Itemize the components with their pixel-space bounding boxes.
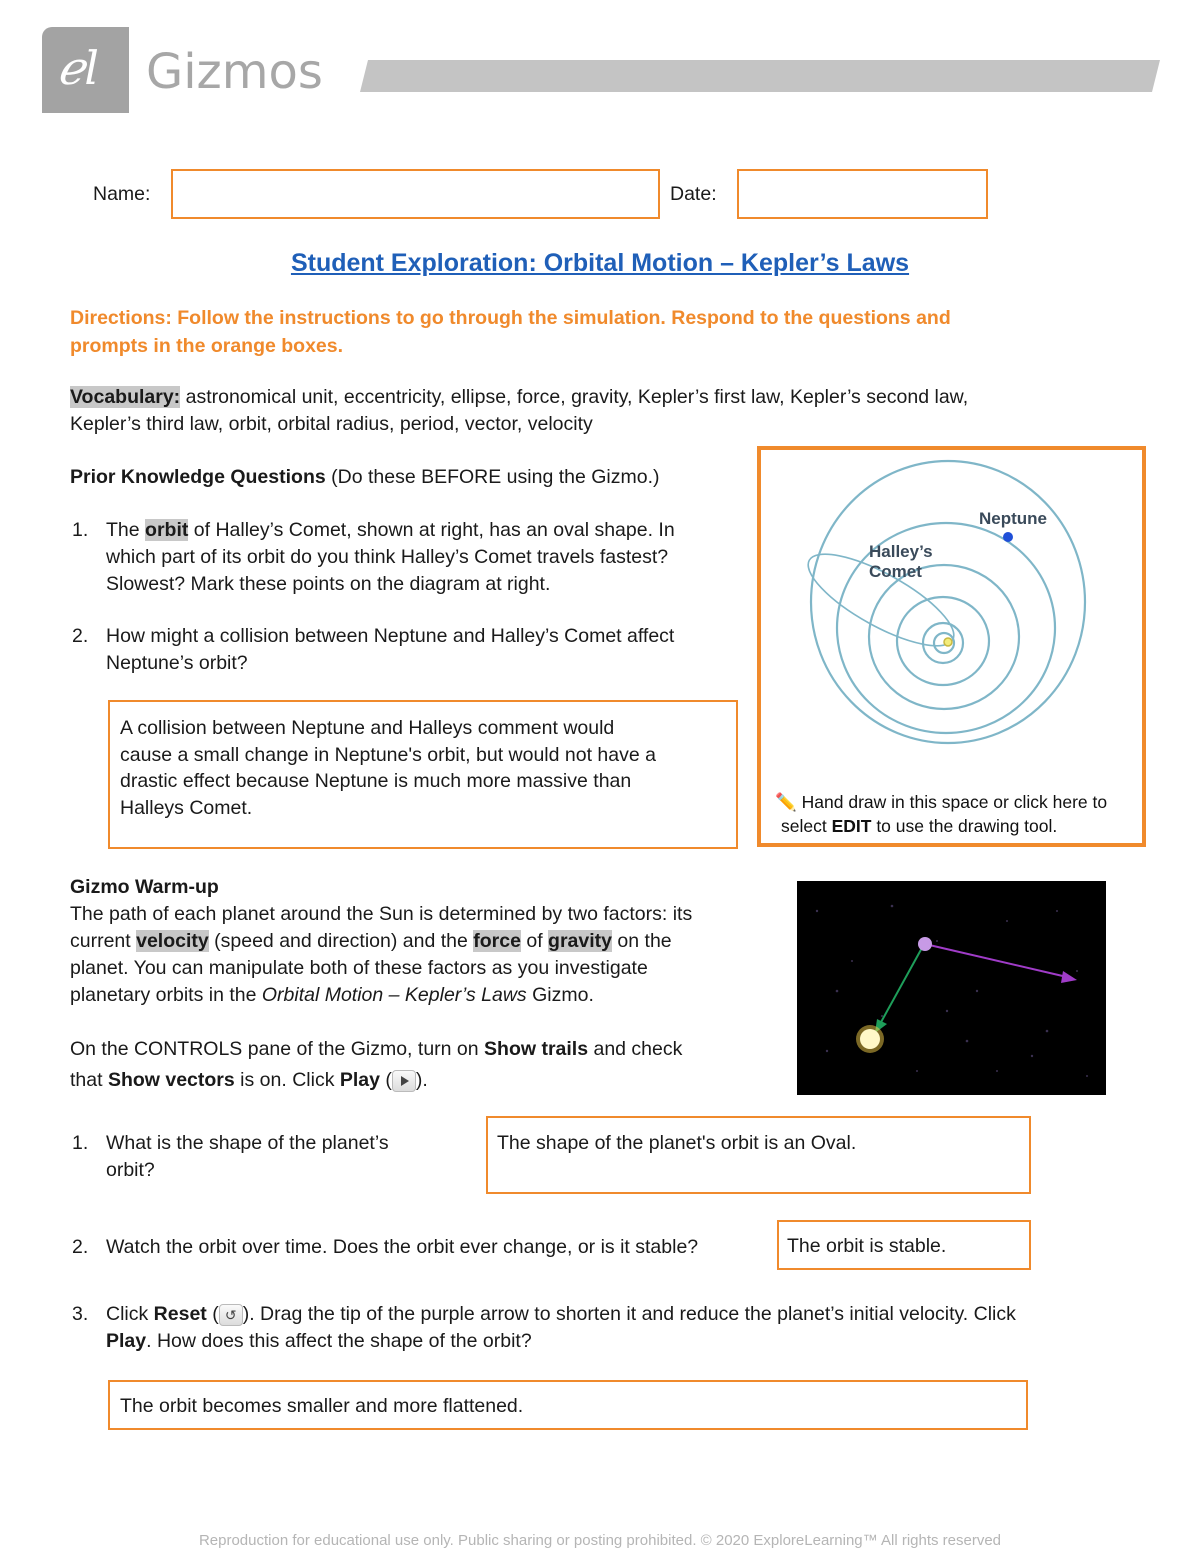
prior-q1-text: [106, 517, 675, 598]
warmup-text: that: [70, 1069, 108, 1091]
play-term: Play: [339, 1069, 380, 1091]
warmup-q2-number: 2.: [72, 1236, 89, 1258]
neptune-label: Neptune: [979, 509, 1047, 528]
page-title-text: Student Exploration: Orbital Motion – Kepler’s Laws: [290, 249, 910, 277]
q1-line-2: orbit?: [106, 1159, 155, 1181]
hint-edit: EDIT: [831, 816, 872, 836]
prior-heading-note: (Do these BEFORE using the Gizmo.): [325, 466, 660, 488]
footer: [0, 1531, 1200, 1551]
prior-knowledge-heading: [70, 464, 660, 491]
prior-q2-answer: [120, 715, 656, 821]
halley-label-2: Comet: [869, 562, 922, 581]
q3-text: . How does this affect the shape of the orbit?: [146, 1330, 532, 1352]
directions: [70, 304, 951, 360]
header: [0, 0, 1200, 120]
logo-glyph: ℯl: [57, 41, 99, 95]
warmup-text: current: [70, 930, 137, 952]
warmup-q3-text: [106, 1301, 1016, 1355]
warmup-p1-line-1: The path of each planet around the Sun is determined by two factors: its: [70, 903, 693, 925]
warmup-heading: Gizmo Warm-up: [70, 876, 219, 898]
inner-orbit: [923, 623, 963, 663]
q1-answer-box[interactable]: [486, 1116, 1031, 1194]
warmup-text: and check: [588, 1038, 683, 1060]
saturn-orbit: [869, 565, 1019, 709]
header-bar: [360, 60, 1160, 92]
q3-text: ). Drag the tip of the purple arrow to shorten it and reduce the planet’s initial velocity. Click: [242, 1303, 1016, 1325]
warmup-text: (speed and direction) and the: [208, 930, 474, 952]
answer-line: Halleys Comet.: [120, 796, 253, 819]
q3-answer-box[interactable]: [108, 1380, 1028, 1430]
velocity-arrowhead: [1061, 971, 1077, 983]
prior-q1-number: 1.: [72, 519, 89, 541]
logo-badge: [42, 27, 129, 113]
q1-line-1: What is the shape of the planet’s: [106, 1132, 389, 1154]
q3-text: (: [206, 1303, 219, 1325]
vocabulary-line-1: astronomical unit, eccentricity, ellipse, force, gravity, Kepler’s first law, Kepler’s second law,: [180, 386, 969, 408]
hint-line-1: Hand draw in this space or click here to: [801, 792, 1108, 812]
planet-dot: [918, 937, 932, 951]
prior-q1-line-3: Slowest? Mark these points on the diagram at right.: [106, 573, 551, 595]
prior-q2-line-1: How might a collision between Neptune and Halley’s Comet affect: [106, 625, 675, 647]
simulation-image: [797, 881, 1106, 1095]
warmup-section: [70, 874, 692, 1094]
prior-q2-line-2: Neptune’s orbit?: [106, 652, 248, 674]
warmup-text: planetary orbits in the: [70, 984, 262, 1006]
answer-line: A collision between Neptune and Halleys comment would: [120, 717, 615, 739]
answer-line: cause a small change in Neptune's orbit, but would not have a: [120, 743, 656, 766]
page-title: [0, 246, 1200, 280]
neptune-orbit: [811, 461, 1085, 743]
directions-line-1: Directions: Follow the instructions to go through the simulation. Respond to the questions and: [70, 307, 951, 329]
warmup-text: ).: [415, 1069, 428, 1091]
date-label: Date:: [670, 183, 717, 205]
gravity-vector: [880, 946, 923, 1024]
q1-answer: The shape of the planet's orbit is an Oval.: [497, 1132, 857, 1154]
reset-term: Reset: [153, 1303, 207, 1325]
simulation-scene: [797, 881, 1106, 1095]
warmup-text: of: [520, 930, 549, 952]
vocabulary-line-2: Kepler’s third law, orbit, orbital radius, period, vector, velocity: [70, 413, 593, 435]
q3-text: Click: [106, 1303, 154, 1325]
q2-answer: The orbit is stable.: [787, 1235, 947, 1257]
gravity-term: gravity: [548, 930, 612, 952]
warmup-text: is on. Click: [234, 1069, 340, 1091]
vocabulary-label: Vocabulary:: [70, 386, 181, 408]
halley-label-1: Halley’s: [869, 542, 933, 561]
footer-text: Reproduction for educational use only. Public sharing or posting prohibited. © 2020 ExploreLearning™ All rights reserved: [198, 1532, 1002, 1549]
date-field[interactable]: [737, 169, 988, 219]
hint-post: to use the drawing tool.: [871, 816, 1058, 836]
prior-heading-bold: Prior Knowledge Questions: [70, 466, 326, 488]
drawing-hint[interactable]: [775, 790, 1107, 838]
velocity-vector: [925, 944, 1067, 977]
q3-answer: The orbit becomes smaller and more flattened.: [120, 1395, 524, 1417]
warmup-q3-number: 3.: [72, 1303, 89, 1325]
name-label: Name:: [93, 183, 151, 205]
prior-q1-line-2: which part of its orbit do you think Halley’s Comet travels fastest?: [106, 546, 669, 568]
orbit-diagram: [761, 450, 1142, 843]
play-icon: [392, 1070, 416, 1092]
orbit-term: orbit: [145, 519, 189, 541]
orbit-diagram-box[interactable]: [757, 446, 1146, 847]
play-term: Play: [106, 1330, 147, 1352]
name-field[interactable]: [171, 169, 660, 219]
velocity-term: velocity: [136, 930, 209, 952]
prior-q2-answer-box[interactable]: [108, 700, 738, 849]
vocabulary: [70, 384, 968, 438]
warmup-q1-text: [106, 1130, 389, 1184]
warmup-text: On the CONTROLS pane of the Gizmo, turn on: [70, 1038, 485, 1060]
warmup-text: on the: [612, 930, 672, 952]
prior-q1-line-1: of Halley’s Comet, shown at right, has an oval shape. In: [188, 519, 675, 541]
sun-dot: [860, 1029, 880, 1049]
reset-icon: ↺: [219, 1304, 243, 1326]
q2-answer-box[interactable]: [777, 1220, 1031, 1270]
hint-pre: select: [781, 816, 832, 836]
warmup-q1-number: 1.: [72, 1132, 89, 1154]
prior-q2-number: 2.: [72, 625, 89, 647]
warmup-q2-text: Watch the orbit over time. Does the orbit ever change, or is it stable?: [106, 1236, 699, 1258]
directions-line-2: prompts in the orange boxes.: [70, 335, 344, 357]
brand-name: Gizmos: [146, 44, 323, 100]
prior-q1-pre: The: [106, 519, 146, 541]
prior-q2-text: [106, 623, 674, 677]
force-term: force: [473, 930, 521, 952]
gizmo-name: Orbital Motion – Kepler’s Laws: [261, 984, 527, 1006]
show-vectors-term: Show vectors: [107, 1069, 235, 1091]
neptune-dot: [1003, 532, 1013, 542]
warmup-text: Gizmo.: [526, 984, 594, 1006]
warmup-text: (: [379, 1069, 392, 1091]
show-trails-term: Show trails: [484, 1038, 589, 1060]
warmup-p1-line-3: planet. You can manipulate both of these factors as you investigate: [70, 957, 648, 979]
answer-line: drastic effect because Neptune is much more massive than: [120, 770, 632, 792]
pencil-icon: ✏️: [775, 792, 797, 812]
sun-dot: [944, 638, 952, 646]
